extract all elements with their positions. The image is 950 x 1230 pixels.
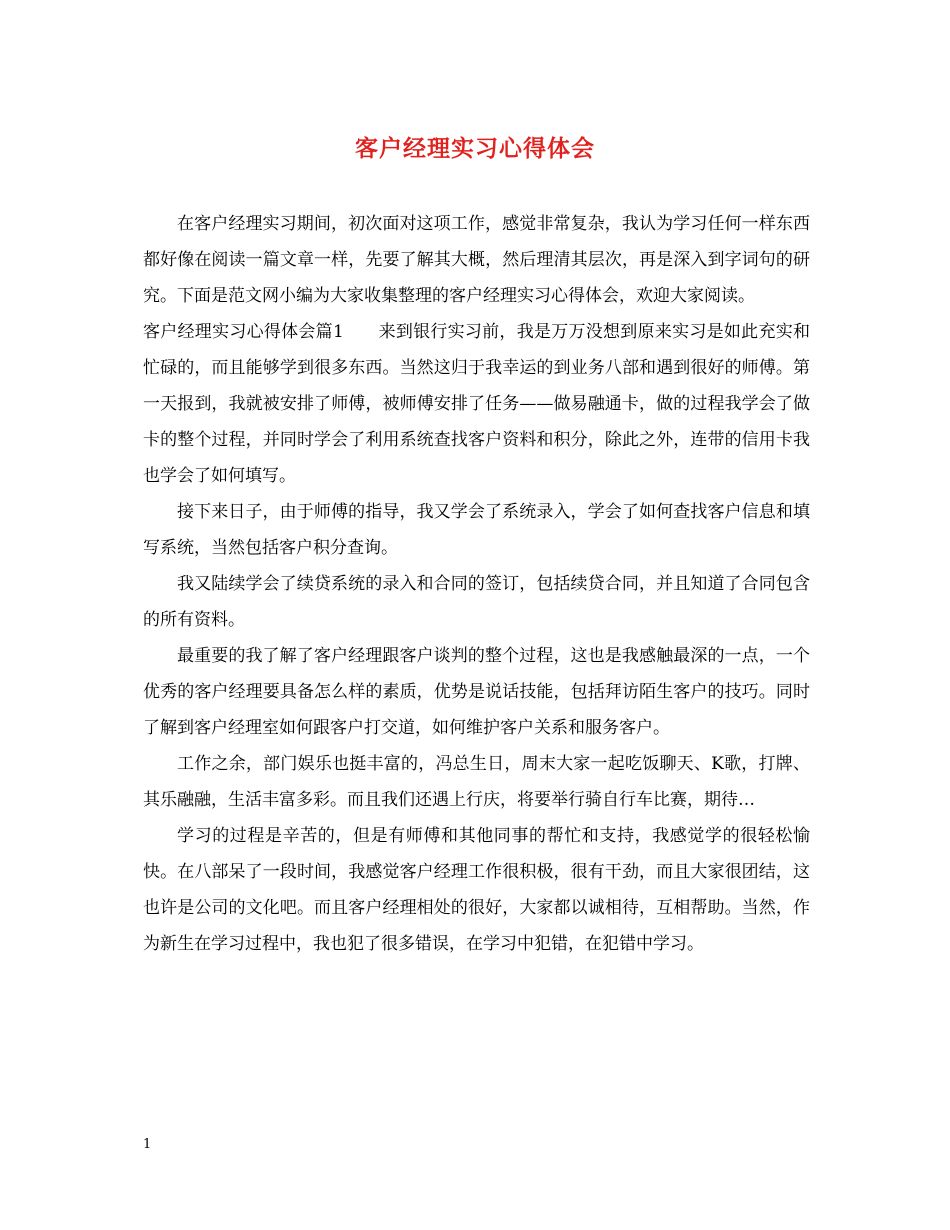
- body-paragraph: 接下来日子，由于师傅的指导，我又学会了系统录入，学会了如何查找客户信息和填写系统，当然包括客户积分查询。: [143, 502, 810, 558]
- body-paragraph: 最重要的我了解了客户经理跟客户谈判的整个过程，这也是我感触最深的一点，一个优秀的客户经理要具备怎么样的素质，优势是说话技能，包括拜访陌生客户的技巧。同时了解到客户经理室如何跟客户打交道，如何维护客户关系和服务客户。: [143, 646, 810, 738]
- page-number: 1: [143, 1137, 152, 1152]
- document-title: 客户经理实习心得体会: [355, 135, 595, 162]
- intro-paragraph: 在客户经理实习期间，初次面对这项工作，感觉非常复杂，我认为学习任何一样东西都好像在阅读一篇文章一样，先要了解其大概，然后理清其层次，再是深入到字词句的研究。下面是范文网小编为大家收集整理的客户经理实习心得体会，欢迎大家阅读。: [143, 214, 810, 306]
- body-paragraph: 我又陆续学会了续贷系统的录入和合同的签订，包括续贷合同，并且知道了合同包含的所有资料。: [143, 574, 810, 630]
- body-paragraph: 学习的过程是辛苦的，但是有师傅和其他同事的帮忙和支持，我感觉学的很轻松愉快。在八部呆了一段时间，我感觉客户经理工作很积极，很有干劲，而且大家很团结，这也许是公司的文化吧。而且客户经理相处的很好，大家都以诚相待，互相帮助。当然，作为新生在学习过程中，我也犯了很多错误，在学习中犯错，在犯错中学习。: [143, 826, 810, 954]
- section-heading-paragraph: 客户经理实习心得体会篇1 来到银行实习前，我是万万没想到原来实习是如此充实和忙碌的，而且能够学到很多东西。当然这归于我幸运的到业务八部和遇到很好的师傅。第一天报到，我就被安排了师傅，被师傅安排了任务——做易融通卡，做的过程我学会了做卡的整个过程，并同时学会了利用系统查找客户资料和积分，除此之外，连带的信用卡我也学会了如何填写。: [143, 322, 810, 486]
- document-body: [143, 206, 810, 962]
- body-paragraph: 工作之余，部门娱乐也挺丰富的，冯总生日，周末大家一起吃饭聊天、K歌，打牌、其乐融融，生活丰富多彩。而且我们还遇上行庆，将要举行骑自行车比赛，期待…: [143, 754, 810, 810]
